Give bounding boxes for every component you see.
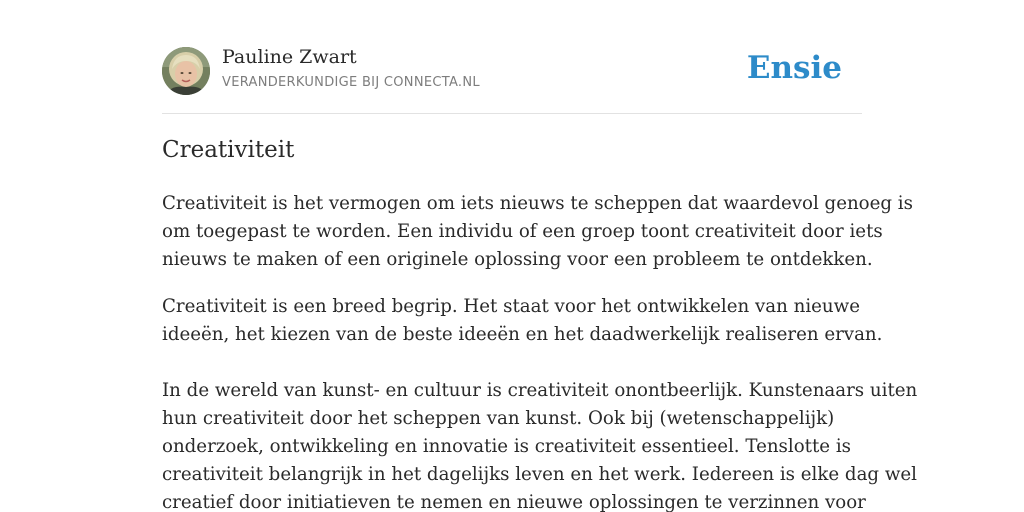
definition-title: Creativiteit — [162, 137, 295, 163]
text-line: Creativiteit is het vermogen om iets nieuws te scheppen dat waardevol genoeg is — [162, 193, 913, 214]
paragraph — [162, 190, 913, 274]
text-line: creatief door initiatieven te nemen en nieuwe oplossingen te verzinnen voor — [162, 492, 866, 512]
text-line: onderzoek, ontwikkeling en innovatie is creativiteit essentieel. Tenslotte is — [162, 436, 851, 457]
definition-card — [162, 0, 918, 512]
text-line: In de wereld van kunst- en cultuur is creativiteit onontbeerlijk. Kunstenaars uiten — [162, 380, 918, 401]
author-role: VERANDERKUNDIGE BIJ CONNECTA.NL — [222, 75, 480, 90]
text-line: creativiteit belangrijk in het dagelijks leven en het werk. Iedereen is elke dag wel — [162, 464, 917, 485]
text-line: ideeën, het kiezen van de beste ideeën en het daadwerkelijk realiseren ervan. — [162, 324, 883, 345]
definition-body — [162, 190, 918, 512]
portrait-photo-icon — [162, 47, 210, 95]
text-line: Creativiteit is een breed begrip. Het staat voor het ontwikkelen van nieuwe — [162, 296, 860, 317]
paragraph — [162, 377, 918, 512]
paragraph-spacer — [162, 274, 874, 293]
author-avatar[interactable] — [162, 47, 210, 95]
author-header — [162, 0, 862, 114]
text-line: om toegepast te worden. Een individu of een groep toont creativiteit door iets — [162, 221, 883, 242]
text-line: nieuws te maken of een originele oplossing voor een probleem te ontdekken. — [162, 249, 873, 270]
blank-line — [162, 349, 874, 377]
text-line: hun creativiteit door het scheppen van kunst. Ook bij (wetenschappelijk) — [162, 408, 835, 429]
author-name[interactable]: Pauline Zwart — [222, 46, 357, 68]
brand-logo[interactable]: Ensie — [746, 50, 842, 86]
paragraph — [162, 293, 883, 349]
